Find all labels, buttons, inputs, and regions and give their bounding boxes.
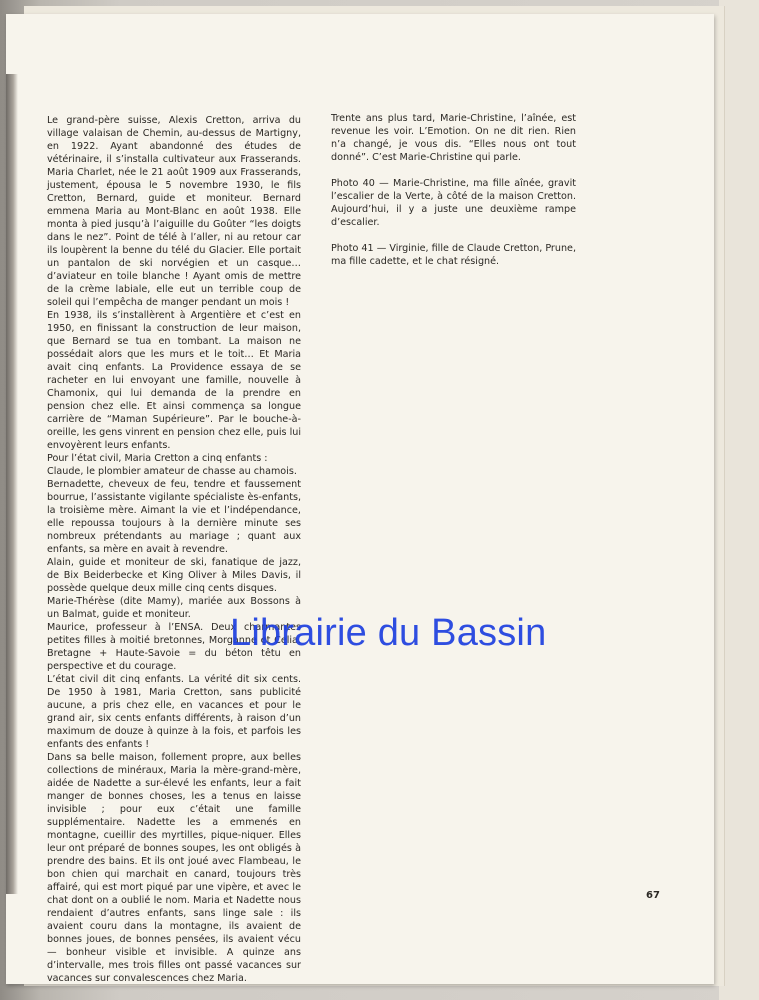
paragraph: Bernadette, cheveux de feu, tendre et faussement bourrue, l’assistante vigilante spécialiste ès-enfants, la troisième mère. Aimant la vie et l’indépendance, elle repoussa toujours à la dernière minute ses nombreux prétendants au mariage ; quant aux enfants, sa mère en avait à revendre.: [47, 479, 301, 555]
paragraph: En 1938, ils s’installèrent à Argentière et c’est en 1950, en finissant la construction de leur maison, que Bernard se tua en tombant. La maison ne possédait alors que les murs et le toit… Et Maria avait cinq enfants. La Providence essaya de se racheter en lui envoyant une famille, nouvelle à Chamonix, qui lui demanda de la prendre en pension chez elle. Et ainsi commença sa longue carrière de “Maman Supérieure”. Par le bouche-à-oreille, les gens vinrent en pension chez elle, puis lui envoyèrent leurs enfants.: [47, 310, 301, 451]
paragraph: Dans sa belle maison, follement propre, aux belles collections de minéraux, Maria la mère-grand-mère, aidée de Nadette a sur-élevé les enfants, leur a fait manger de bonnes choses, les a tenus en laisse invisible ; pour eux c’était une famille supplémentaire. Nadette les a emmenés en montagne, cueillir des myrtilles, pique-niquer. Elles leur ont préparé de bonnes soupes, les ont obligés à prendre des bains. Et ils ont joué avec Flambeau, le bon chien qui marchait en canard, toujours très affairé, qui est mort piqué par une vipère, et avec le chat dont on a oublié le nom. Maria et Nadette nous rendaient d’autres enfants, sans linge sale : ils avaient couru dans la montagne, ils avaient de bonnes joues, de bonnes pensées, ils avaient vécu — bonheur visible et invisible. A quinze ans d’intervalle, mes trois filles ont passé vacances sur vacances sur convalescences chez Maria.: [47, 752, 301, 984]
paragraph: Pour l’état civil, Maria Cretton a cinq enfants :: [47, 453, 268, 464]
page-number: 67: [646, 890, 660, 901]
paragraph: Claude, le plombier amateur de chasse au chamois.: [47, 466, 297, 477]
paragraph: Trente ans plus tard, Marie-Christine, l’aînée, est revenue les voir. L’Emotion. On ne dit rien. Rien n’a changé, je vous dis. “Elles nous ont tout donné”. C’est Marie-Christine qui parle.: [331, 113, 576, 163]
paragraph: Marie-Thérèse (dite Mamy), mariée aux Bossons à un Balmat, guide et moniteur.: [47, 596, 301, 620]
paragraph: Le grand-père suisse, Alexis Cretton, arriva du village valaisan de Chemin, au-dessus de Martigny, en 1922. Ayant abandonné des études de vétérinaire, il s’installa cultivateur aux Frasserands. Maria Charlet, née le 21 août 1909 aux Frasserands, justement, épousa le 5 novembre 1930, le fils Cretton, Bernard, guide et moniteur. Bernard emmena Maria au Mont-Blanc en août 1938. Elle monta à pied jusqu’à l’aiguille du Goûter “les doigts dans le nez”. Point de télé à l’aller, ni au retour car ils loupèrent la benne du télé du Glacier. Elle portait un pantalon de ski norvégien et un casque… d’aviateur en toile blanche ! Ayant omis de mettre de la crème labiale, elle eut un terrible coup de soleil qui l’empêcha de manger pendant un mois !: [47, 115, 301, 308]
paragraph: L’état civil dit cinq enfants. La vérité dit six cents. De 1950 à 1981, Maria Cretton, sans publicité aucune, a pris chez elle, en vacances et pour le grand air, six cents enfants différents, à raison d’un maximum de douze à quinze à la fois, et parfois les enfants des enfants !: [47, 674, 301, 750]
watermark-text: Librairie du Bassin: [230, 612, 547, 654]
page-gutter-shadow: [6, 74, 18, 894]
photo-caption: Photo 41 — Virginie, fille de Claude Cretton, Prune, ma fille cadette, et le chat résigné.: [331, 243, 576, 267]
book-page: [6, 14, 714, 984]
paragraph: Maurice, professeur à l’ENSA. Deux charmantes petites filles à moitié bretonnes, Morganne et Celia. Bretagne + Haute-Savoie = du béton têtu en perspective et du courage.: [47, 622, 301, 672]
binder-edge: [719, 0, 759, 1000]
right-text-column: [331, 112, 576, 281]
left-text-column: [47, 114, 301, 985]
photo-caption: Photo 40 — Marie-Christine, ma fille aînée, gravit l’escalier de la Verte, à côté de la maison Cretton. Aujourd’hui, il y a juste une deuxième rampe d’escalier.: [331, 178, 576, 228]
paragraph: Alain, guide et moniteur de ski, fanatique de jazz, de Bix Beiderbecke et King Oliver à Miles Davis, il possède quelque deux mille cinq cents disques.: [47, 557, 301, 594]
